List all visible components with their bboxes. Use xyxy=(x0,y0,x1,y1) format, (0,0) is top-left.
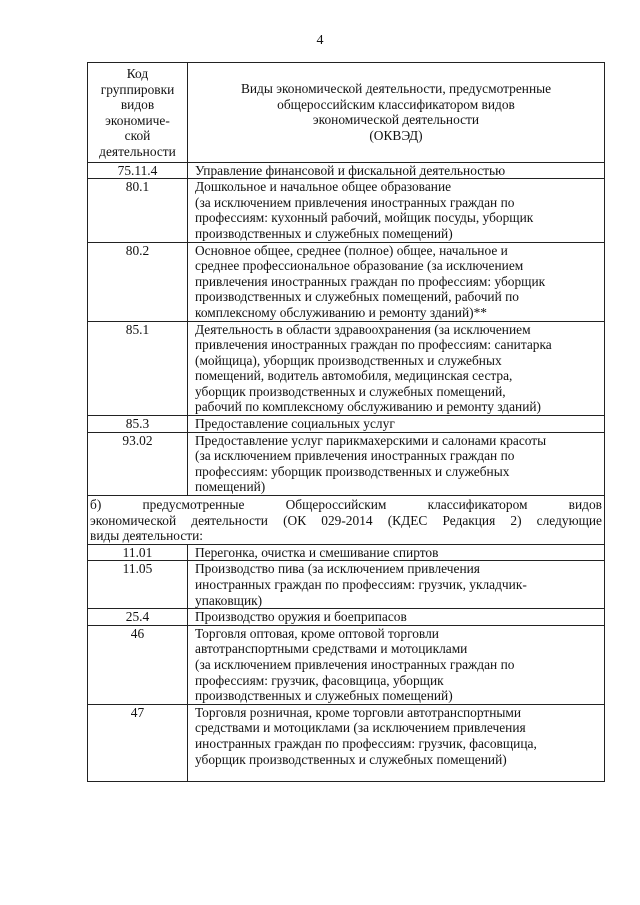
description-line: Производство оружия и боеприпасов xyxy=(195,609,407,625)
table-row xyxy=(88,432,605,495)
description-line: Дошкольное и начальное общее образование xyxy=(195,179,452,195)
table-row xyxy=(88,321,605,416)
description-line: Управление финансовой и фискальной деятельностью xyxy=(195,162,506,178)
okved-code: 80.1 xyxy=(88,179,188,242)
activity-description xyxy=(188,179,605,242)
activity-description xyxy=(188,416,605,433)
description-line: средствами и мотоциклами (за исключением привлечения xyxy=(195,720,526,736)
section-b-row xyxy=(88,496,605,545)
okved-code: 75.11.4 xyxy=(88,162,188,179)
table-header-row xyxy=(88,63,605,163)
table-row xyxy=(88,162,605,179)
activity-description xyxy=(188,704,605,781)
header-code-line: ской xyxy=(124,128,151,144)
description-line: привлечения иностранных граждан по профессиям: уборщик xyxy=(195,273,546,289)
table-row xyxy=(88,179,605,242)
description-line: упаковщик) xyxy=(195,592,263,608)
activity-description xyxy=(188,561,605,609)
activity-description xyxy=(188,162,605,179)
description-line: привлечения иностранных граждан по профессиям: санитарка xyxy=(195,337,552,353)
okved-code: 85.3 xyxy=(88,416,188,433)
description-line: Предоставление социальных услуг xyxy=(195,416,395,432)
description-line: Основное общее, среднее (полное) общее, начальное и xyxy=(195,242,508,258)
description-line: среднее профессиональное образование (за исключением xyxy=(195,258,524,274)
table-row xyxy=(88,561,605,609)
activity-description xyxy=(188,544,605,561)
okved-code: 46 xyxy=(88,625,188,704)
section-line: экономической деятельности (ОК 029-2014 (КДЕС Редакция 2) следующие xyxy=(90,512,602,528)
description-line: (за исключением привлечения иностранных граждан по xyxy=(195,448,515,464)
activity-description xyxy=(188,625,605,704)
header-desc-line: (ОКВЭД) xyxy=(369,127,423,143)
description-line: Деятельность в области здравоохранения (за исключением xyxy=(195,321,531,337)
description-line: рабочий по комплексному обслуживанию и ремонту зданий) xyxy=(195,399,542,415)
okved-code: 85.1 xyxy=(88,321,188,416)
description-line: (мойщица), уборщик производственных и служебных xyxy=(195,352,502,368)
table-row xyxy=(88,242,605,321)
okved-code: 93.02 xyxy=(88,432,188,495)
description-line: помещений) xyxy=(195,479,266,495)
header-code-cell xyxy=(88,63,188,163)
activity-description xyxy=(188,609,605,626)
okved-code: 25.4 xyxy=(88,609,188,626)
description-line: помещений, водитель автомобиля, медицинская сестра, xyxy=(195,368,513,384)
header-code-line: деятельности xyxy=(99,143,176,159)
section-b-text xyxy=(88,496,605,545)
description-line: Производство пива (за исключением привлечения xyxy=(195,561,480,577)
header-desc-line: экономической деятельности xyxy=(312,112,480,128)
description-line: уборщик производственных и служебных помещений, xyxy=(195,383,506,399)
okved-table xyxy=(87,62,605,782)
description-line: производственных и служебных помещений) xyxy=(195,225,453,241)
activity-description xyxy=(188,321,605,416)
activity-description xyxy=(188,432,605,495)
okved-code: 47 xyxy=(88,704,188,781)
description-line: профессиям: уборщик производственных и служебных xyxy=(195,463,510,479)
section-line: б) предусмотренные Общероссийским классификатором видов xyxy=(90,497,602,513)
description-line: (за исключением привлечения иностранных граждан по xyxy=(195,194,515,210)
description-line: уборщик производственных и служебных помещений) xyxy=(195,751,507,767)
description-line: производственных и служебных помещений, рабочий по xyxy=(195,289,519,305)
table-row xyxy=(88,416,605,433)
description-line: (за исключением привлечения иностранных граждан по xyxy=(195,656,515,672)
okved-code: 11.01 xyxy=(88,544,188,561)
section-line: виды деятельности: xyxy=(90,528,204,544)
description-line: Предоставление услуг парикмахерскими и салонами красоты xyxy=(195,432,547,448)
description-line: комплексному обслуживанию и ремонту зданий)** xyxy=(195,304,487,320)
description-line: производственных и служебных помещений) xyxy=(195,688,453,704)
table-row xyxy=(88,544,605,561)
description-line: иностранных граждан по профессиям: грузчик, фасовщица, xyxy=(195,735,537,751)
header-desc-line: Виды экономической деятельности, предусмотренные xyxy=(240,81,552,97)
header-code-line: видов xyxy=(120,97,155,113)
okved-code: 11.05 xyxy=(88,561,188,609)
table-row xyxy=(88,704,605,781)
description-line: иностранных граждан по профессиям: грузчик, укладчик- xyxy=(195,577,527,592)
okved-code: 80.2 xyxy=(88,242,188,321)
page-number: 4 xyxy=(316,33,324,48)
description-line: Торговля оптовая, кроме оптовой торговли xyxy=(195,625,439,641)
description-line: автотранспортными средствами и мотоциклами xyxy=(195,641,468,657)
description-line: профессиям: кухонный рабочий, мойщик посуды, уборщик xyxy=(195,210,534,226)
table-row xyxy=(88,609,605,626)
header-desc-cell xyxy=(188,63,605,163)
table-row xyxy=(88,625,605,704)
description-line: Торговля розничная, кроме торговли автотранспортными xyxy=(195,704,522,720)
activity-description xyxy=(188,242,605,321)
header-code-line: группировки xyxy=(100,81,175,97)
description-line: профессиям: грузчик, фасовщица, уборщик xyxy=(195,672,444,688)
header-desc-line: общероссийским классификатором видов xyxy=(277,96,515,112)
description-line: Перегонка, очистка и смешивание спиртов xyxy=(195,544,439,560)
header-code-line: Код xyxy=(126,66,149,81)
header-code-line: экономиче- xyxy=(105,112,170,128)
